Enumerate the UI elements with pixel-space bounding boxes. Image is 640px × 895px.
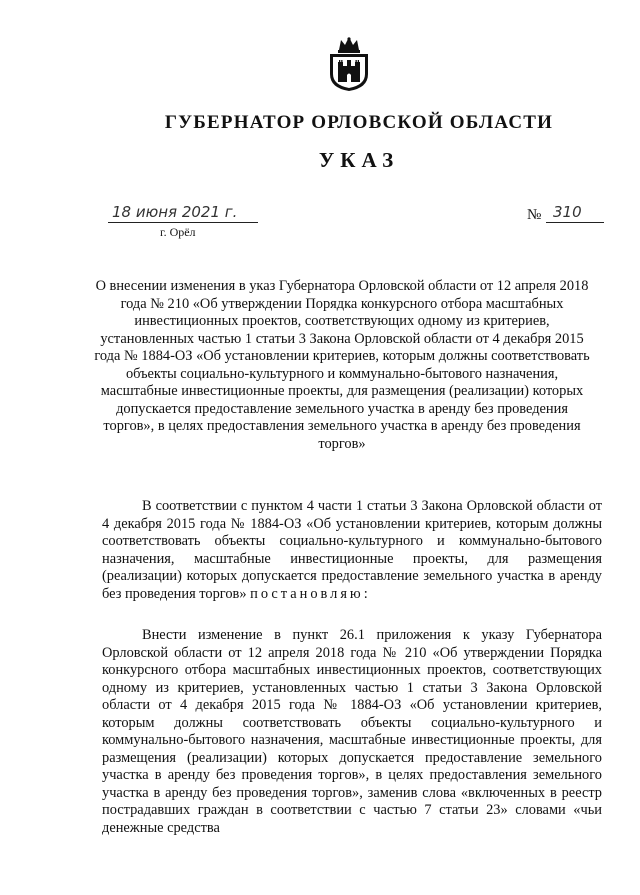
date-underline <box>108 222 258 223</box>
number-prefix: № <box>527 207 542 223</box>
document-city: г. Орёл <box>160 225 196 239</box>
preamble-text: В соответствии с пунктом 4 части 1 статьи 3 Закона Орловской области от 4 декабря 2015 года № 1884-ОЗ «Об установлении критериев, которым должны соответствовать объекты социально-культурного и коммунально-бытового назначения, масштабные инвестиционные проекты, для размещения (реализации) которых допускается предоставление земельного участка в аренду без проведения торгов» <box>102 498 602 602</box>
document-type: УКАЗ <box>318 148 400 172</box>
coat-of-arms-icon <box>327 36 371 92</box>
issuing-authority: ГУБЕРНАТОР ОРЛОВСКОЙ ОБЛАСТИ <box>164 112 554 133</box>
document-subject: О внесении изменения в указ Губернатора Орловской области от 12 апреля 2018 года № 210 «Об утверждении Порядка конкурсного отбора масштабных инвестиционных проектов, соответствующих одному из критериев, установленных частью 1 статьи 3 Закона Орловской области от 4 декабря 2015 года № 1884-ОЗ «Об установлении критериев, которым должны соответствовать объекты социально-культурного и коммунально-бытового назначения, масштабные инвестиционные проекты, для размещения (реализации) которых допускается предоставление земельного участка в аренду без проведения торгов», в целях предоставления земельного участка в аренду без проведения торгов» <box>94 278 590 452</box>
document-number: 310 <box>553 203 582 221</box>
decree-word: постановляю: <box>250 585 371 602</box>
number-underline <box>546 222 604 223</box>
document-date: 18 июня 2021 г. <box>112 203 238 221</box>
main-paragraph: Внести изменение в пункт 26.1 приложения к указу Губернатора Орловской области от 12 апреля 2018 года № 210 «Об утверждении Порядка конкурсного отбора масштабных инвестиционных проектов, соответствующих одному из критериев, установленных частью 1 статьи 3 Закона Орловской области от 4 декабря 2015 года № 1884-ОЗ «Об установлении критериев, которым должны соответствовать объекты социально-культурного и коммунально-бытового назначения, масштабные инвестиционные проекты, для размещения (реализации) которых допускается предоставление земельного участка в аренду без проведения торгов», в целях предоставления земельного участка в аренду без проведения торгов», заменив слова «включенных в реестр пострадавших граждан в соответствии с частью 7 статьи 23» словами «чьи денежные средства <box>102 627 602 836</box>
preamble-paragraph <box>102 498 602 603</box>
